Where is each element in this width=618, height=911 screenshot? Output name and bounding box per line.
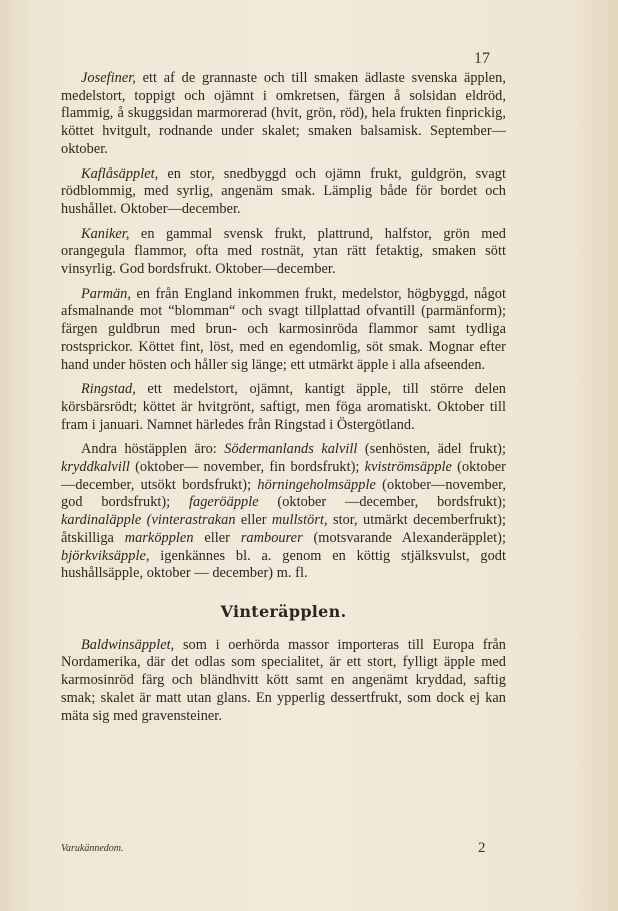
variety-name: kviströmsäpple [364, 459, 452, 476]
variety-name: Kaniker, [81, 225, 130, 242]
text-run: (senhösten, ädel frukt); [357, 441, 506, 458]
paragraph-josefiner [61, 70, 506, 159]
variety-name: Baldwinsäpplet, [81, 636, 175, 653]
paragraph-ringstad [61, 381, 506, 434]
text-run: Andra höstäpplen äro: [81, 441, 225, 458]
variety-name: kryddkalvill [61, 459, 130, 476]
text-run: (oktober—november, god bordsfrukt); [61, 476, 506, 511]
paragraph-text: en från England inkommen frukt, medelstor, högbyggd, något afsmalnande mot “blomman“ och svagt tillplattad ofvantill (parmänform); färgen guldbrun med brun- och karmosinröda flammor samt tydliga rostsprickor. Köttet fint, löst, med en egendomlig, söt smak. Mognar efter hand under hösten och håller sig länge; ett utmärkt äpple i alla afseenden. [61, 285, 506, 373]
variety-name: Kaflåsäpplet, [81, 165, 159, 182]
variety-name: fageröäpple [189, 494, 259, 511]
paragraph-kaniker [61, 226, 506, 279]
paragraph-text: som i oerhörda massor importeras till Europa från Nordamerika, där det odlas som specialitet, är ett stort, fylligt äpple med karmosinröd färg och bländhvitt kött samt en angenämt kryddad, saftig smak; skalet är matt utan glans. En ypperlig dessertfrukt, som dock ej kan mäta sig med gravensteiner. [61, 636, 506, 724]
paragraph-text: ett af de grannaste och till smaken ädlaste svenska äpplen, medelstort, toppigt och ojämnt i omkretsen, färgen å solsidan eldröd, flammig, å skuggsidan marmorerad (hvit, grön, röd), hela frukten finprickig, köttet hvitgult, rodnande under skalet; smaken balsamisk. September—oktober. [61, 70, 506, 157]
text-run: stor, utmärkt decemberfrukt); åtskilliga [61, 512, 506, 546]
variety-name: björkviksäpple, [61, 547, 150, 564]
paragraph-baldwinsapplet [61, 637, 506, 726]
text-run: eller [235, 512, 272, 529]
variety-name: kardinaläpple (vinterastrakan [61, 512, 236, 529]
footer-sheet-number: 2 [478, 840, 486, 856]
variety-name: Josefiner, [81, 70, 136, 86]
variety-name: Parmän, [81, 285, 131, 302]
footer-signature: Varukännedom. [61, 843, 124, 854]
page-content [61, 70, 506, 732]
text-run: (oktober—december, utsökt bordsfrukt); [61, 459, 506, 493]
paragraph-text: ett medelstort, ojämnt, kantigt äpple, till större delen körsbärsrödt; köttet är hvitgrönt, saftigt, men föga aromatiskt. Oktober till fram i januari. Namnet härledes från Ringstad i Östergötland. [61, 381, 506, 433]
paragraph-parman [61, 286, 506, 375]
variety-name: Södermanlands kalvill [224, 441, 358, 458]
variety-name: hörningeholmsäpple [257, 476, 376, 493]
paragraph-kaflasapplet [61, 166, 506, 219]
text-run: (oktober— november, fin bordsfrukt); [129, 459, 365, 476]
variety-name: marköpplen [124, 529, 194, 546]
paragraph-text: en gammal svensk frukt, plattrund, halfstor, grön med orangegula flammor, ofta med rostnät, ytan rätt fetaktig, smaken sött vinsyrlig. God bordsfrukt. Oktober—december. [61, 225, 506, 278]
page-number: 17 [474, 50, 490, 67]
paragraph-text: en stor, snedbyggd och ojämn frukt, guldgrön, svagt rödblommig, med syrlig, angenäm smak. Lämplig både för bordet och hushållet. Oktober—december. [61, 165, 506, 217]
text-run: (oktober —december, bordsfrukt); [258, 494, 506, 511]
variety-name: Ringstad, [81, 381, 136, 398]
variety-name: mullstört, [271, 512, 328, 529]
text-run: eller [193, 529, 241, 546]
variety-name: rambourer [240, 529, 303, 546]
text-run: igenkännes bl. a. genom en köttig stjälksvulst, godt hushållsäpple, oktober — december) m. fl. [61, 547, 506, 582]
section-heading: Vinteräpplen. [220, 601, 347, 621]
paragraph-other-autumn-apples [61, 441, 506, 583]
text-run: (motsvarande Alexanderäpplet); [302, 529, 506, 546]
